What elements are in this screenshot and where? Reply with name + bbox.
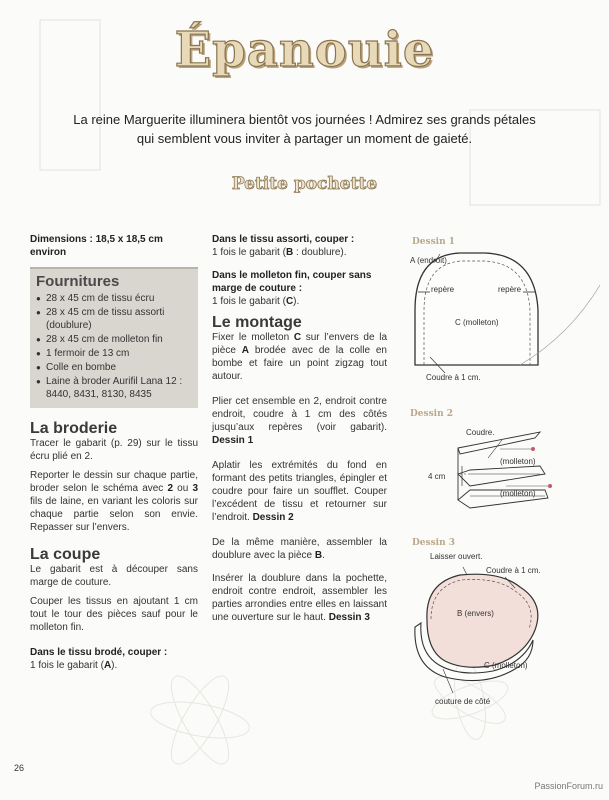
montage-paragraph-4: De la même manière, assembler la doublure avec la pièce B. [212,537,387,561]
coupe-paragraph-2: Couper les tissus en ajoutant 1 cm tout le tour des pièces sauf pour le molleton fin. [30,596,198,633]
dessin-3-b-label: B (envers) [457,609,494,618]
leader-coudre [488,440,502,458]
dessin-2-molleton-2: (molleton) [500,489,536,498]
assorti-text: 1 fois le gabarit (B : doublure). [212,247,347,258]
molleton-title: Dans le molleton fin, couper sans marge de couture : [212,270,372,294]
column-middle [212,233,387,630]
dessin-3-coudre-label: Coudre à 1 cm. [486,566,541,575]
fournitures-list [36,292,192,401]
dessin-2-label: Dessin 2 [410,409,454,419]
fourniture-item: ● Colle en bombe [36,361,192,374]
broderie-paragraph-2: Reporter le dessin sur chaque partie, broder selon le schéma avec 2 ou 3 fils de laine, en variant les coloris sur chaque partie selon son envie. Repasser sur l’envers. [30,470,199,533]
coupe-brode-title: Dans le tissu brodé, couper : [30,647,168,658]
coupe-paragraph-1: Le gabarit est à découper sans marge de couture. [30,564,198,588]
dessin-1-repere-left: repère [431,285,455,294]
dessin-2-size: 4 cm [428,472,446,481]
fourniture-item: ● 1 fermoir de 13 cm [36,347,192,360]
pin-head-bottom [548,484,552,488]
dessin-1-c-label: C (molleton) [455,318,499,327]
intro-line-2: qui semblent vous inviter à partager un moment de gaieté. [136,131,473,146]
dessin-1-a-label: A (endroit) [410,256,447,265]
dessin-2-coudre-label: Coudre. [466,428,495,437]
dessin-3-c-label: C (molleton) [484,661,528,670]
project-subtitle: Petite pochette [231,174,378,194]
broderie-heading: La broderie [30,420,118,437]
montage-heading: Le montage [212,314,302,331]
page-title: Épanouie [174,22,435,78]
leader-ouvert [463,567,467,575]
lining-shape [427,574,538,667]
dimensions: Dimensions : 18,5 x 18,5 cm environ [30,234,163,258]
dessin-1-coudre-label: Coudre à 1 cm. [426,373,481,382]
page-number: 26 [14,763,25,773]
dessin-3-ouvert-label: Laisser ouvert. [430,552,483,561]
coupe-brode-text: 1 fois le gabarit (A). [30,660,118,671]
watermark: PassionForum.ru [534,781,603,791]
fournitures-title: Fournitures [36,273,120,290]
pouch-outline [415,253,538,365]
dessin-2-molleton-1: (molleton) [500,457,536,466]
layer-middle [458,466,545,486]
montage-paragraph-1: Fixer le molleton C sur l’envers de la pièce A brodée avec de la colle en bombe et faire un point zigzag tout autour. [212,332,388,382]
montage-paragraph-3: Aplatir les extrémités du fond en formant des petits triangles, épingler et coudre pour faire un soufflet. Couper l’excédent de tissu et retourner sur l’endroit. Dessin 2 [212,460,387,523]
intro-text [40,110,569,148]
fourniture-item: ● 28 x 45 cm de tissu assorti (doublure) [36,306,192,332]
assorti-title: Dans le tissu assorti, couper : [212,234,355,245]
pin-head-top [531,447,535,451]
fournitures-box [30,267,198,408]
montage-paragraph-5: Insérer la doublure dans la pochette, endroit contre endroit, assembler les parties arrondies entre elles en laissant une ouverture sur le haut. Dessin 3 [212,573,387,623]
coupe-heading: La coupe [30,546,101,563]
montage-paragraph-2: Plier cet ensemble en 2, endroit contre endroit, coudre à 1 cm des côtés jusqu’aux repères (voir gabarit). Dessin 1 [212,396,387,446]
molleton-text: 1 fois le gabarit (C). [212,296,300,307]
broderie-paragraph-1: Tracer le gabarit (p. 29) sur le tissu écru plié en 2. [30,438,198,462]
intro-line-1: La reine Marguerite illuminera bientôt vos journées ! Admirez ses grands pétales [73,112,536,127]
dessin-3-diagram [405,555,600,705]
dessin-1-diagram [400,245,600,385]
dessin-3-label: Dessin 3 [412,538,456,548]
fourniture-item: ● 28 x 45 cm de molleton fin [36,333,192,346]
fourniture-item: ● Laine à broder Aurifil Lana 12 : 8440, 8431, 8130, 8435 [36,375,192,401]
dessin-1-label: Dessin 1 [412,237,456,247]
fourniture-item: ● 28 x 45 cm de tissu écru [36,292,192,305]
dessin-1-repere-right: repère [498,285,522,294]
column-left [30,233,198,672]
dessin-3-cote-label: couture de côté [435,697,491,706]
